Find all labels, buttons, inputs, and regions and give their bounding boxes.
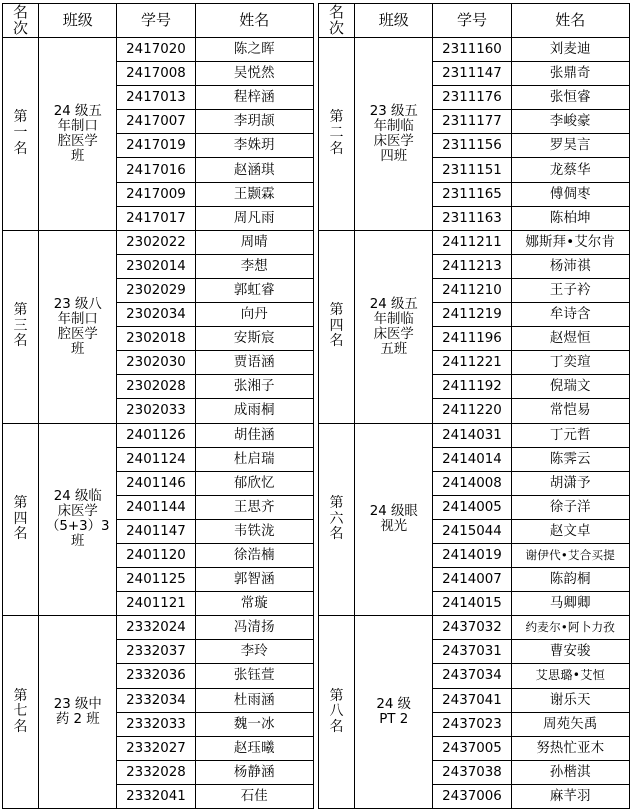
table-row: [3, 423, 314, 447]
table-header-right: [319, 4, 630, 38]
student-id-cell: 2332027: [117, 736, 195, 760]
student-id-cell: 2311176: [433, 86, 511, 110]
class-cell: [39, 616, 117, 809]
student-id-cell: 2417016: [117, 158, 195, 182]
header-row: [3, 4, 314, 38]
student-id-cell: 2414007: [433, 568, 511, 592]
student-name-cell: 艾思璐•艾恒: [511, 664, 629, 688]
student-id-cell: 2411221: [433, 351, 511, 375]
column-header-rank: [3, 4, 39, 38]
student-name-cell: 龙蔡华: [511, 158, 629, 182]
student-name-cell: 曹安骏: [511, 640, 629, 664]
class-line: 24 级: [376, 697, 412, 713]
class-line: 年制口: [57, 311, 98, 327]
student-id-cell: 2302030: [117, 351, 195, 375]
rank-line: 第: [329, 302, 344, 319]
student-id-cell: 2411210: [433, 278, 511, 302]
class-line: （5+3）3: [45, 519, 110, 535]
student-id-cell: 2302028: [117, 375, 195, 399]
student-id-cell: 2401147: [117, 519, 195, 543]
class-cell: [39, 230, 117, 423]
rank-line: 八: [329, 703, 344, 720]
student-id-cell: 2332033: [117, 712, 195, 736]
table-row: [319, 38, 630, 62]
rank-line: 名: [329, 718, 344, 735]
student-name-cell: 约麦尔•阿卜力孜: [511, 616, 629, 640]
column-header-rank: [319, 4, 355, 38]
table-header-left: [3, 4, 314, 38]
rank-cell: [3, 230, 39, 423]
rank-line: 名: [329, 526, 344, 543]
student-id-cell: 2302018: [117, 327, 195, 351]
student-id-cell: 2401144: [117, 495, 195, 519]
class-cell: [355, 38, 433, 231]
student-name-cell: 丁元哲: [511, 423, 629, 447]
student-id-cell: 2411192: [433, 375, 511, 399]
student-name-cell: 贾语涵: [195, 351, 313, 375]
class-line: 24 级五: [369, 296, 418, 312]
student-id-cell: 2417017: [117, 206, 195, 230]
student-name-cell: 丁奕瑄: [511, 351, 629, 375]
class-line: 年制临: [373, 311, 414, 327]
student-id-cell: 2302014: [117, 254, 195, 278]
class-line: 24 级眼: [369, 504, 418, 520]
student-name-cell: 冯清扬: [195, 616, 313, 640]
student-name-cell: 郭虹睿: [195, 278, 313, 302]
student-id-cell: 2411196: [433, 327, 511, 351]
student-id-cell: 2437041: [433, 688, 511, 712]
header-rank-line2: 次: [329, 18, 345, 37]
student-id-cell: 2332037: [117, 640, 195, 664]
student-id-cell: 2332041: [117, 784, 195, 808]
rank-line: 七: [13, 703, 28, 720]
student-name-cell: 程梓涵: [195, 86, 313, 110]
rank-line: 第: [13, 109, 28, 126]
student-name-cell: 常恺易: [511, 399, 629, 423]
student-name-cell: 王思齐: [195, 495, 313, 519]
student-id-cell: 2437034: [433, 664, 511, 688]
rank-cell: [3, 38, 39, 231]
rank-line: 四: [329, 317, 344, 334]
student-id-cell: 2415044: [433, 519, 511, 543]
header-rank-line2: 次: [13, 18, 29, 37]
student-name-cell: 杨沛祺: [511, 254, 629, 278]
rank-line: 名: [13, 526, 28, 543]
student-name-cell: 杨静涵: [195, 760, 313, 784]
student-id-cell: 2332036: [117, 664, 195, 688]
rank-line: 第: [13, 687, 28, 704]
student-name-cell: 张钰萱: [195, 664, 313, 688]
student-id-cell: 2411220: [433, 399, 511, 423]
student-id-cell: 2411213: [433, 254, 511, 278]
student-name-cell: 郁欣忆: [195, 471, 313, 495]
student-id-cell: 2401121: [117, 592, 195, 616]
class-line: 24 级临: [53, 489, 102, 505]
student-name-cell: 马卿卿: [511, 592, 629, 616]
student-id-cell: 2437023: [433, 712, 511, 736]
rank-cell: [319, 38, 355, 231]
student-name-cell: 娜斯拜•艾尔肯: [511, 230, 629, 254]
student-name-cell: 李玲: [195, 640, 313, 664]
column-header-class: 班级: [39, 4, 117, 38]
class-line: 四班: [380, 148, 408, 164]
column-header-name: 姓名: [511, 4, 629, 38]
student-name-cell: 周苑矢禹: [511, 712, 629, 736]
rank-cell: [3, 423, 39, 616]
student-name-cell: 胡潇予: [511, 471, 629, 495]
rank-line: 六: [329, 510, 344, 527]
student-name-cell: 常璇: [195, 592, 313, 616]
table-row: [319, 616, 630, 640]
rank-line: 名: [13, 333, 28, 350]
rank-line: 一: [13, 125, 28, 142]
rank-line: 第: [13, 494, 28, 511]
table-row: [3, 616, 314, 640]
student-id-cell: 2417019: [117, 134, 195, 158]
header-row: [319, 4, 630, 38]
class-line: 视光: [380, 519, 408, 535]
class-line: 班: [71, 341, 85, 357]
student-id-cell: 2401124: [117, 447, 195, 471]
student-id-cell: 2437006: [433, 784, 511, 808]
student-name-cell: 赵涵琪: [195, 158, 313, 182]
student-name-cell: 陈霁云: [511, 447, 629, 471]
student-id-cell: 2332028: [117, 760, 195, 784]
student-name-cell: 谢乐天: [511, 688, 629, 712]
student-id-cell: 2411219: [433, 303, 511, 327]
student-name-cell: 魏一冰: [195, 712, 313, 736]
student-id-cell: 2401120: [117, 543, 195, 567]
student-name-cell: 牟诗含: [511, 303, 629, 327]
student-id-cell: 2311147: [433, 62, 511, 86]
rank-line: 名: [13, 718, 28, 735]
student-id-cell: 2302034: [117, 303, 195, 327]
table-body-left: [3, 38, 314, 809]
student-name-cell: 周晴: [195, 230, 313, 254]
class-line: 24 级五: [53, 103, 102, 119]
rank-line: 名: [329, 333, 344, 350]
student-id-cell: 2302022: [117, 230, 195, 254]
student-id-cell: 2414019: [433, 543, 511, 567]
table-body-right: [319, 38, 630, 809]
student-name-cell: 谢伊代•艾合买提: [511, 543, 629, 567]
student-name-cell: 李玥颉: [195, 110, 313, 134]
student-name-cell: 周凡雨: [195, 206, 313, 230]
table-row: [3, 230, 314, 254]
rank-line: 四: [13, 510, 28, 527]
student-id-cell: 2332024: [117, 616, 195, 640]
student-name-cell: 安斯宸: [195, 327, 313, 351]
student-id-cell: 2417020: [117, 38, 195, 62]
student-name-cell: 李峻豪: [511, 110, 629, 134]
student-name-cell: 李姝玥: [195, 134, 313, 158]
class-line: 23 级五: [369, 103, 418, 119]
rank-cell: [319, 616, 355, 809]
table-row: [3, 38, 314, 62]
student-id-cell: 2302029: [117, 278, 195, 302]
student-name-cell: 杜启瑞: [195, 447, 313, 471]
student-id-cell: 2311163: [433, 206, 511, 230]
rank-line: 第: [329, 109, 344, 126]
student-name-cell: 努热忙亚木: [511, 736, 629, 760]
student-id-cell: 2411211: [433, 230, 511, 254]
student-name-cell: 吴悦然: [195, 62, 313, 86]
rank-line: 二: [329, 125, 344, 142]
class-line: 班: [71, 148, 85, 164]
rank-cell: [319, 230, 355, 423]
class-cell: [355, 230, 433, 423]
table-row: [319, 423, 630, 447]
class-line: 年制口: [57, 118, 98, 134]
student-id-cell: 2311156: [433, 134, 511, 158]
student-name-cell: 张湘子: [195, 375, 313, 399]
student-name-cell: 赵煜恒: [511, 327, 629, 351]
student-id-cell: 2414015: [433, 592, 511, 616]
student-id-cell: 2332034: [117, 688, 195, 712]
student-name-cell: 胡佳涵: [195, 423, 313, 447]
student-name-cell: 郭智涵: [195, 568, 313, 592]
rank-line: 名: [329, 140, 344, 157]
student-name-cell: 王子衿: [511, 278, 629, 302]
student-name-cell: 成雨桐: [195, 399, 313, 423]
student-name-cell: 王颢霖: [195, 182, 313, 206]
student-id-cell: 2414005: [433, 495, 511, 519]
student-name-cell: 赵文卓: [511, 519, 629, 543]
rank-cell: [3, 616, 39, 809]
rank-line: 第: [13, 302, 28, 319]
class-cell: [355, 423, 433, 616]
class-line: 腔医学: [57, 133, 98, 149]
class-line: 床医学: [373, 133, 414, 149]
student-name-cell: 杜雨涵: [195, 688, 313, 712]
student-name-cell: 麻芊羽: [511, 784, 629, 808]
student-id-cell: 2437031: [433, 640, 511, 664]
class-line: 23 级八: [53, 296, 102, 312]
student-name-cell: 陈韵桐: [511, 568, 629, 592]
class-line: 班: [71, 534, 85, 550]
student-id-cell: 2401125: [117, 568, 195, 592]
student-name-cell: 张鼎奇: [511, 62, 629, 86]
class-cell: [355, 616, 433, 809]
class-line: 床医学: [57, 504, 98, 520]
student-name-cell: 李想: [195, 254, 313, 278]
student-name-cell: 徐子洋: [511, 495, 629, 519]
student-name-cell: 傅倜枣: [511, 182, 629, 206]
student-name-cell: 倪瑞文: [511, 375, 629, 399]
student-id-cell: 2311165: [433, 182, 511, 206]
class-line: 床医学: [373, 326, 414, 342]
student-id-cell: 2437032: [433, 616, 511, 640]
student-id-cell: 2414014: [433, 447, 511, 471]
roster-table-left: [2, 3, 314, 809]
student-name-cell: 徐浩楠: [195, 543, 313, 567]
student-id-cell: 2414008: [433, 471, 511, 495]
student-id-cell: 2311151: [433, 158, 511, 182]
student-id-cell: 2401126: [117, 423, 195, 447]
column-header-name: 姓名: [195, 4, 313, 38]
student-id-cell: 2311177: [433, 110, 511, 134]
rank-cell: [319, 423, 355, 616]
rank-line: 名: [13, 140, 28, 157]
class-cell: [39, 423, 117, 616]
roster-table-right: [318, 3, 630, 809]
class-line: 23 级中: [53, 697, 102, 713]
student-name-cell: 陈之晖: [195, 38, 313, 62]
student-name-cell: 孙楷淇: [511, 760, 629, 784]
student-name-cell: 韦铁泷: [195, 519, 313, 543]
student-id-cell: 2417008: [117, 62, 195, 86]
table-row: [319, 230, 630, 254]
student-name-cell: 陈柏坤: [511, 206, 629, 230]
student-name-cell: 罗昊言: [511, 134, 629, 158]
class-cell: [39, 38, 117, 231]
class-line: 腔医学: [57, 326, 98, 342]
column-header-student-id: 学号: [117, 4, 195, 38]
student-name-cell: 石佳: [195, 784, 313, 808]
student-name-cell: 张恒睿: [511, 86, 629, 110]
student-id-cell: 2417009: [117, 182, 195, 206]
class-line: 年制临: [373, 118, 414, 134]
student-name-cell: 向丹: [195, 303, 313, 327]
student-id-cell: 2437005: [433, 736, 511, 760]
student-name-cell: 赵珏曦: [195, 736, 313, 760]
student-name-cell: 刘麦迪: [511, 38, 629, 62]
rank-line: 第: [329, 494, 344, 511]
rank-line: 第: [329, 687, 344, 704]
class-line: 药 2 班: [55, 712, 100, 728]
class-line: 五班: [380, 341, 408, 357]
header-rank-line1: 名: [13, 2, 29, 21]
student-id-cell: 2302033: [117, 399, 195, 423]
student-id-cell: 2311160: [433, 38, 511, 62]
student-id-cell: 2417007: [117, 110, 195, 134]
column-header-student-id: 学号: [433, 4, 511, 38]
student-id-cell: 2401146: [117, 471, 195, 495]
column-header-class: 班级: [355, 4, 433, 38]
student-id-cell: 2417013: [117, 86, 195, 110]
student-id-cell: 2414031: [433, 423, 511, 447]
student-id-cell: 2437038: [433, 760, 511, 784]
class-line: PT 2: [379, 712, 409, 728]
rank-line: 三: [13, 317, 28, 334]
header-rank-line1: 名: [329, 2, 345, 21]
